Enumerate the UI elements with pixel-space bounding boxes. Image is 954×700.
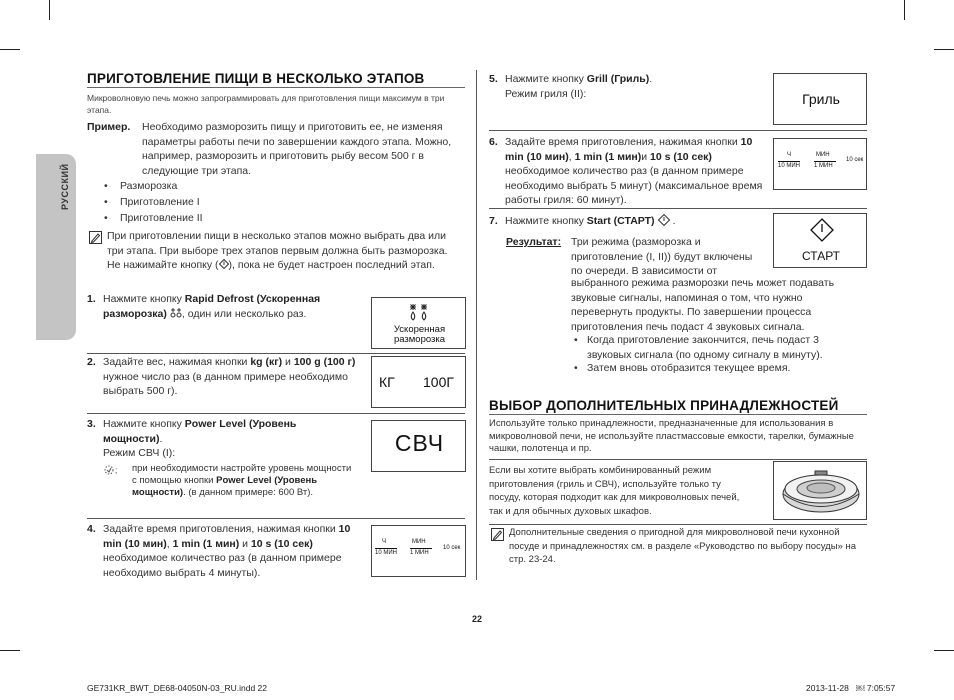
note-icon [491, 528, 504, 541]
side-tab-label: РУССКИЙ [60, 163, 70, 210]
display-weight [371, 356, 466, 408]
display-microwave [371, 420, 466, 472]
step-divider [489, 208, 867, 209]
crop-mark [934, 49, 954, 50]
step5-mode: Режим гриля (II): [505, 88, 587, 100]
display-100g: 100Г [423, 374, 454, 390]
crop-mark [49, 0, 50, 20]
display-grill-text: Гриль [802, 91, 840, 107]
para-divider [489, 524, 867, 525]
disp-10min: 10 МИН [778, 163, 800, 169]
result-bullet: Затем вновь отобразится текущее время. [587, 362, 791, 374]
disp-min-label: МИН [816, 152, 830, 158]
display-line2: разморозка [393, 334, 446, 345]
disp-underline [814, 161, 836, 162]
step-number: 2. [87, 356, 96, 368]
step6-text: Задайте время приготовления, нажимая кнопки 10 min (10 мин), 1 min (1 мин)и 10 s (10 сек) необходимое количество раз (в данном примере необходимо выбрать 5 минут) (максимальное время работы гриля: 60 минут). [505, 136, 763, 206]
crop-mark [0, 49, 20, 50]
disp-hour-label: Ч [787, 152, 791, 158]
language-side-tab [36, 154, 76, 340]
bullet-item: Приготовление II [120, 212, 203, 224]
step-number: 6. [489, 136, 498, 148]
note-text-tail: ), пока не будет настроен последний этап. [228, 259, 435, 271]
accessories-para2: Если вы хотите выбрать комбинированный режим приготовления (гриль и СВЧ), используйте только ту посуду, которая подходит как для микроволновых печей, так и для обычных духовых шкафов. [489, 465, 740, 517]
note-icon [89, 231, 102, 244]
step-number: 5. [489, 73, 498, 85]
step1-text: Нажмите кнопку Rapid Defrost (Ускоренная разморозка) , один или несколько раз. [103, 293, 321, 320]
step-divider [87, 518, 465, 519]
result-text: выбранного режима разморозки печь может подавать звуковые сигналы, напоминая о том, что нужно перевернуть продукты. По завершении процесса приготовления печь подаст 4 звуковых сигнала. [571, 277, 835, 333]
display-svch: СВЧ [394, 430, 445, 456]
title-underline [87, 87, 465, 88]
note-multistage [107, 229, 462, 273]
page-number: 22 [471, 614, 482, 624]
step-number: 1. [87, 293, 96, 305]
disp-underline [778, 161, 800, 162]
bullet-dot: • [574, 362, 578, 374]
disp-10sec: 10 сек [443, 545, 461, 551]
disp-10sec: 10 сек [846, 157, 864, 163]
step2-text: Задайте вес, нажимая кнопки kg (кг) и 100 g (100 г) нужное число раз (в данном примере необходимо выбрать 500 г). [103, 356, 356, 397]
display-time-buttons [371, 525, 466, 577]
step3-text: Нажмите кнопку Power Level (Уровень мощности). [103, 418, 297, 445]
accessories-note: Дополнительные сведения о пригодной для микроволновой печи кухонной посуде и принадлежностях см. в разделе «Руководство по выбору посуды» на стр. 23-24. [509, 527, 857, 565]
bullet-dot: • [104, 180, 108, 192]
crop-mark [0, 650, 20, 651]
disp-10min: 10 МИН [375, 550, 397, 556]
step3-subnote: при необходимости настройте уровень мощности с помощью кнопки Power Level (Уровень мощности). (в данном примере: 600 Вт). [132, 463, 352, 498]
step4-text: Задайте время приготовления, нажимая кнопки 10 min (10 мин), 1 min (1 мин) и 10 s (10 сек) необходимое количество раз (в данном примере необходимо выбрать 4 минуты). [103, 523, 351, 579]
result-bullet: Когда приготовление закончится, печь подаст 3 звуковых сигнала (по одному сигналу в минуту). [587, 334, 823, 361]
result-text-part1: Три режима (разморозка и приготовление (I, II)) будут включены по очереди. В зависимости от [571, 236, 753, 277]
start-icon [658, 214, 670, 226]
note-text: При приготовлении пищи в несколько этапов можно выбрать два или три этапа. При выборе трех этапов первым должна быть разморозка. Не нажимайте кнопку ( [107, 230, 448, 271]
step7-text: Нажмите кнопку Start (СТАРТ) . [505, 215, 676, 227]
footer-time: ￼ 7:05:57 [856, 683, 896, 693]
step-number: 3. [87, 418, 96, 430]
step5-text: Нажмите кнопку Grill (Гриль). [505, 73, 653, 85]
bullet-dot: • [104, 196, 108, 208]
column-divider [476, 70, 477, 580]
bullet-item: Разморозка [120, 180, 178, 192]
disp-min-label: МИН [412, 539, 426, 545]
section-title-multistage: ПРИГОТОВЛЕНИЕ ПИЩИ В НЕСКОЛЬКО ЭТАПОВ [87, 71, 425, 86]
example-text: Необходимо разморозить пищу и приготовить ее, не изменяя параметры работы печи по завершении каждого этапа. Можно, например, разморозить и приготовить рыбу весом 500 г в следующие три этапа. [142, 121, 452, 177]
display-defrost [371, 297, 466, 349]
section-title-accessories: ВЫБОР ДОПОЛНИТЕЛЬНЫХ ПРИНАДЛЕЖНОСТЕЙ [489, 398, 839, 413]
display-line1: Ускоренная [393, 324, 446, 335]
tip-icon [103, 464, 119, 476]
accessories-para1: Используйте только принадлежности, предназначенные для использования в микроволновой печи, не используйте пластмассовые емкости, тарелки, бумажные чашки, полотенца и пр. [489, 418, 854, 454]
bullet-dot: • [104, 212, 108, 224]
footer-filename: GE731KR_BWT_DE68-04050N-03_RU.indd 22 [87, 683, 268, 693]
disp-1min: 1 МИН [410, 550, 429, 556]
crop-mark [934, 650, 954, 651]
display-kg: КГ [379, 374, 395, 390]
grill-dish-image [773, 461, 867, 520]
display-grill [773, 73, 867, 125]
footer-date: 2013-11-28 [806, 683, 849, 693]
step-divider [489, 130, 867, 131]
step3-mode: Режим СВЧ (I): [103, 447, 176, 459]
start-icon [219, 259, 229, 269]
intro-text: Микроволновую печь можно запрограммировать для приготовления пищи максимум в три этапа. [87, 93, 445, 115]
disp-underline [410, 548, 432, 549]
bullet-item: Приготовление I [120, 196, 200, 208]
svg-text:;: ; [115, 466, 118, 475]
defrost-icon [170, 307, 182, 318]
crusty-plate-icon [780, 467, 862, 517]
title-underline [489, 414, 867, 415]
result-label: Результат: [506, 236, 562, 248]
defrost-display-icon [408, 303, 430, 321]
step-number: 4. [87, 523, 96, 535]
step-divider [87, 413, 465, 414]
step-divider [87, 353, 465, 354]
example-label: Пример. [87, 121, 131, 133]
para-divider [489, 459, 867, 460]
disp-1min: 1 МИН [814, 163, 833, 169]
display-time-buttons [773, 138, 867, 190]
step-number: 7. [489, 215, 498, 227]
bullet-dot: • [574, 334, 578, 346]
display-start-text: СТАРТ [802, 249, 840, 263]
crop-mark [904, 0, 905, 20]
disp-underline [375, 548, 397, 549]
display-start [773, 213, 867, 268]
disp-hour-label: Ч [382, 539, 386, 545]
start-display-icon [810, 218, 834, 242]
